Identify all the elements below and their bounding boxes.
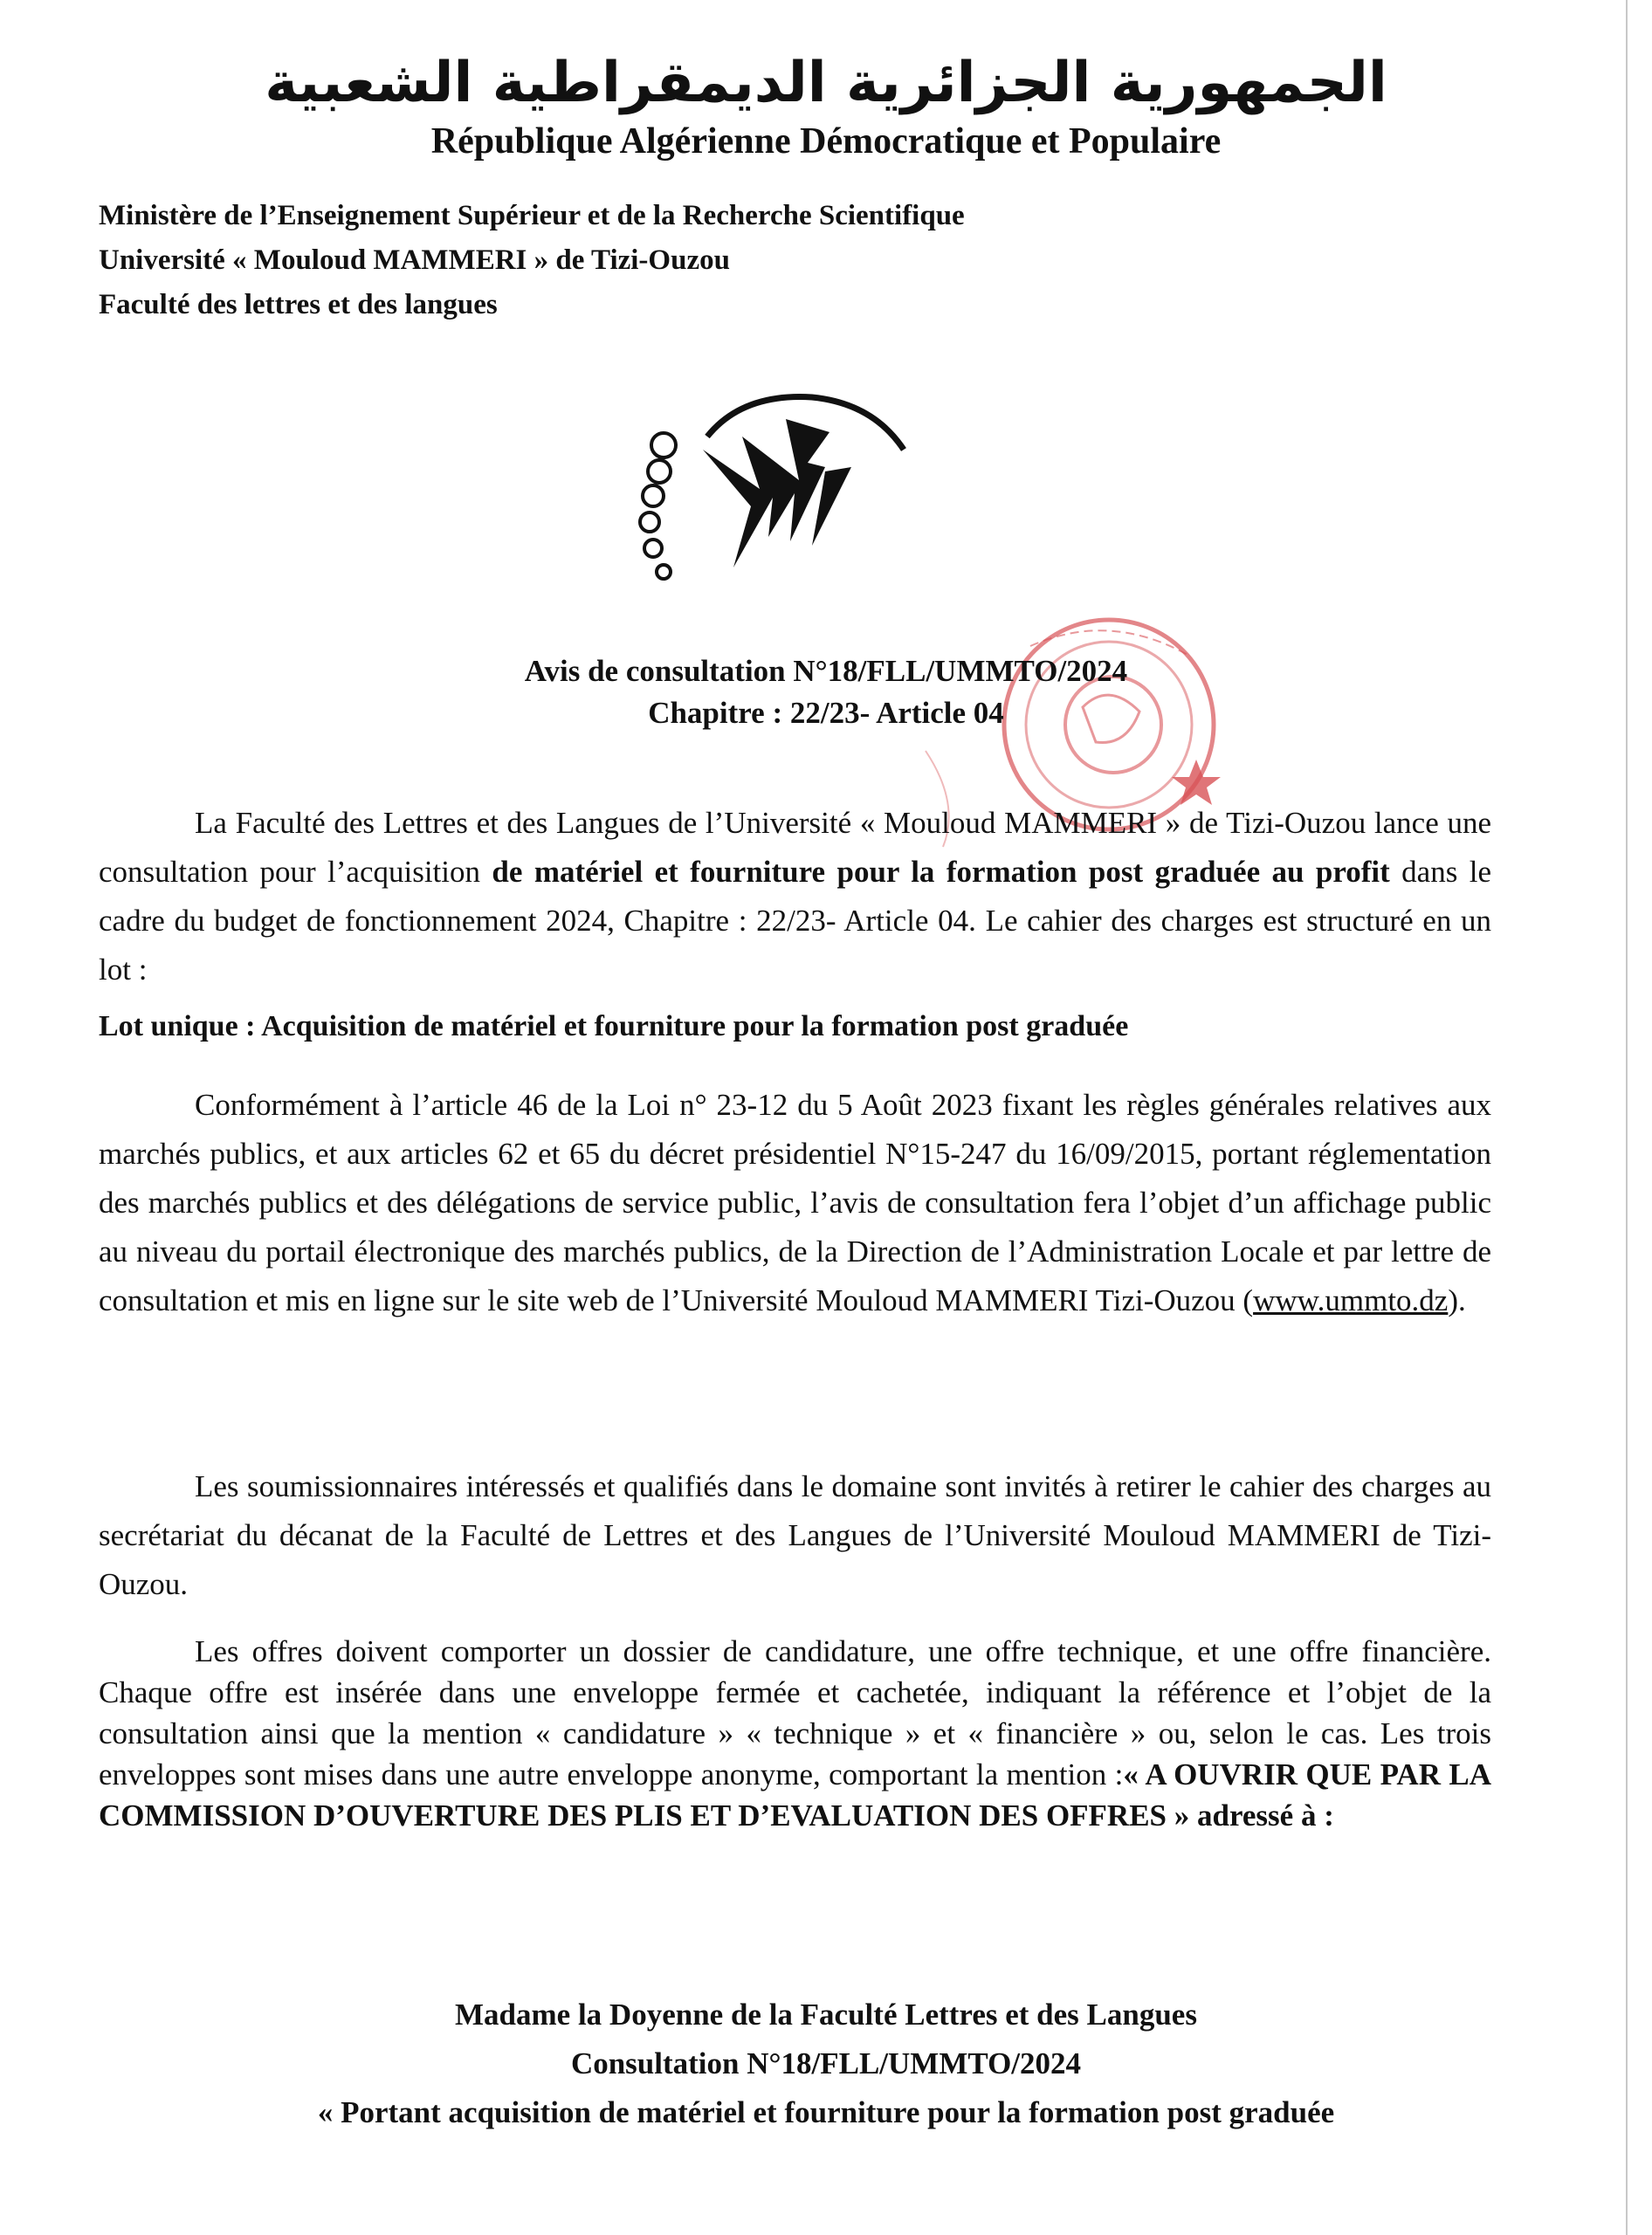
- french-republic-title: République Algérienne Démocratique et Populaire: [430, 121, 1222, 162]
- paragraph-intro-text-b: dans le cadre du budget de fonctionnement 2024, Chapitre : 22/23- Article 04. Le cahier des charges est structuré en un lot :: [99, 855, 1491, 987]
- paragraph-legal-text-a: Conformément à l’article 46 de la Loi n° 23-12 du 5 Août 2023 fixant les règles générales relatives aux marchés publics, et aux articles 62 et 65 du décret présidentiel N°15-247 du 16/09/2015, portant réglementation des marchés publics et des délégations de service public, l’avis de consultation fera l’objet d’un affichage public au niveau du portail électronique des marchés publics, de la Direction de l’Administration Locale et par lettre de consultation et mis en ligne sur le site web de l’Université Mouloud MAMMERI Tizi-Ouzou (: [99, 1088, 1491, 1317]
- address-line-recipient: Madame la Doyenne de la Faculté Lettres et des Langues: [455, 1998, 1197, 2032]
- arabic-republic-title: الجمهورية الجزائرية الديمقراطية الشعبية: [265, 51, 1387, 115]
- faculty-line: Faculté des lettres et des langues: [99, 289, 498, 320]
- consultation-heading: [0, 650, 1652, 734]
- ministry-line: Ministère de l’Enseignement Supérieur et de la Recherche Scientifique: [99, 200, 965, 231]
- paragraph-intro-text-a: La Faculté des Lettres et des Langues de l’Université « Mouloud MAMMERI » de Tizi-Ouzou lance une consultation pour l’acquisition: [99, 806, 1491, 889]
- address-block: [0, 1991, 1652, 2137]
- paragraph-intro-bold: de matériel et fourniture pour la formation post graduée au profit: [492, 855, 1390, 889]
- paragraph-bidders-text: Les soumissionnaires intéressés et qualifiés dans le domaine sont invités à retirer le cahier des charges au secrétariat du décanat de la Faculté de Lettres et des Langues de l’Université Mouloud MAMMERI de Tizi-Ouzou.: [99, 1469, 1491, 1601]
- university-logo-icon: [611, 384, 943, 602]
- website-link[interactable]: www.ummto.dz: [1253, 1283, 1449, 1317]
- institution-header: [99, 194, 1408, 327]
- paragraph-intro: [99, 799, 1491, 994]
- paragraph-legal: [99, 1081, 1491, 1325]
- paragraph-offers-text: Les offres doivent comporter un dossier de candidature, une offre technique, et une offre financière. Chaque offre est insérée dans une enveloppe fermée et cachetée, indiquant la référence et l’objet de la consultation ainsi que la mention « candidature » « technique » et « financière » ou, selon le cas. Les trois enveloppes sont mises dans une autre enveloppe anonyme, comportant la mention :: [99, 1634, 1491, 1791]
- university-line: Université « Mouloud MAMMERI » de Tizi-Ouzou: [99, 244, 730, 276]
- consultation-title: Avis de consultation N°18/FLL/UMMTO/2024: [524, 654, 1128, 688]
- consultation-chapter: Chapitre : 22/23- Article 04: [648, 696, 1004, 730]
- paragraph-bidders: [99, 1462, 1491, 1609]
- paragraph-offers-bold: « A OUVRIR QUE PAR LA COMMISSION D’OUVERTURE DES PLIS ET D’EVALUATION DES OFFRES » adressé à :: [99, 1757, 1491, 1833]
- paragraph-offers: [99, 1631, 1491, 1836]
- address-line-consultation: Consultation N°18/FLL/UMMTO/2024: [570, 2046, 1082, 2080]
- paragraph-legal-text-b: ).: [1448, 1283, 1466, 1317]
- lot-line: Lot unique : Acquisition de matériel et fourniture pour la formation post graduée: [99, 1010, 1129, 1042]
- address-line-object: « Portant acquisition de matériel et fourniture pour la formation post graduée: [317, 2095, 1335, 2129]
- page-edge-line: [1626, 0, 1628, 2235]
